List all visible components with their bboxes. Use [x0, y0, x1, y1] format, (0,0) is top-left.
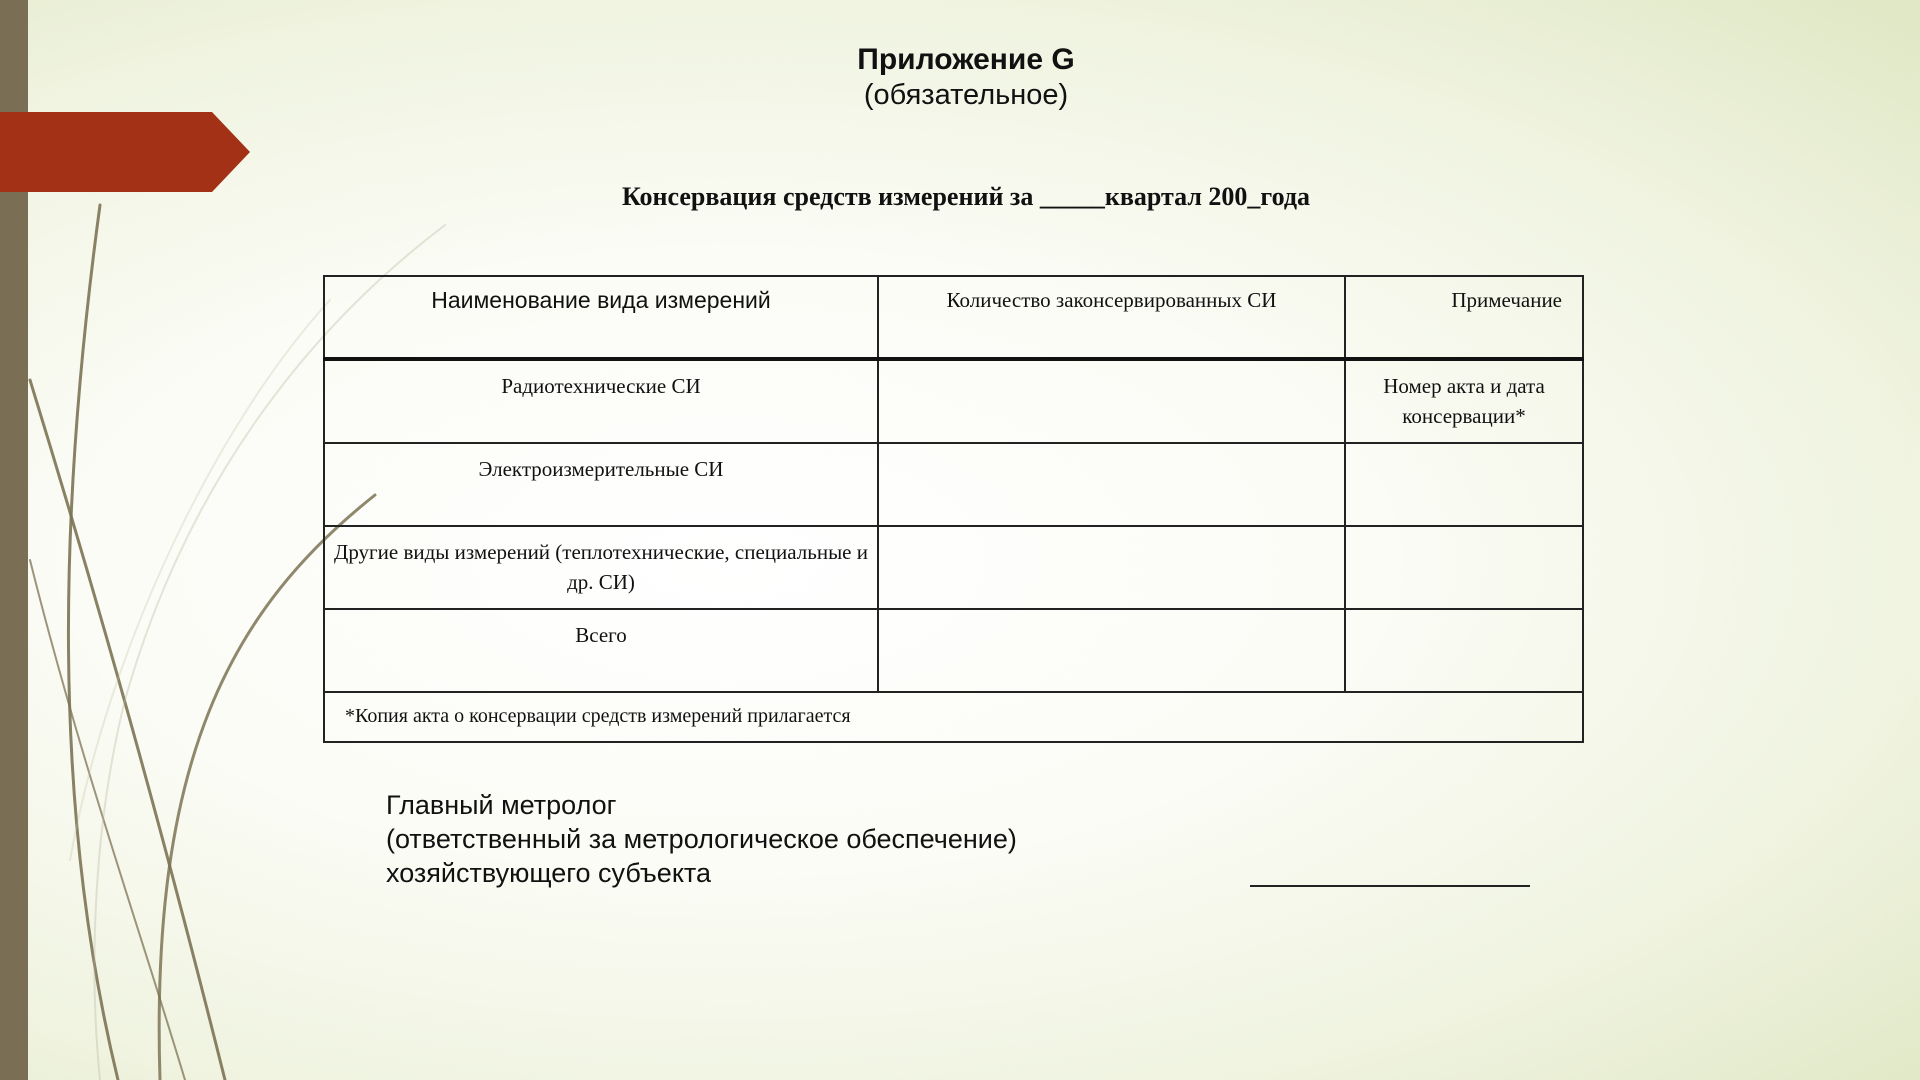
table-row-total: [324, 609, 1583, 692]
row-count-cell: [878, 359, 1345, 443]
row-measurement-type: Радиотехнические СИ: [324, 359, 878, 443]
signature-line-3: хозяйствующего субъекта: [386, 858, 712, 888]
signature-blank-line: [1250, 885, 1530, 887]
row-measurement-type: Всего: [324, 609, 878, 692]
row-note-cell: [1345, 609, 1583, 692]
arrow-banner: [0, 112, 252, 192]
conservation-table: [323, 275, 1584, 743]
appendix-heading: [0, 42, 1920, 112]
row-note-cell: Номер акта и дата консервации*: [1345, 359, 1583, 443]
appendix-title: Приложение G: [857, 43, 1075, 76]
column-header-measurement-type: Наименование вида измерений: [324, 276, 878, 359]
table-header-row: [324, 276, 1583, 359]
table-row: [324, 443, 1583, 526]
row-measurement-type: Электроизмерительные СИ: [324, 443, 878, 526]
signature-line-2: (ответственный за метрологическое обеспечение): [386, 824, 1017, 854]
column-header-count: Количество законсервированных СИ: [878, 276, 1345, 359]
table-row: [324, 359, 1583, 443]
appendix-subtitle: (обязательное): [863, 79, 1069, 111]
column-header-note: Примечание: [1345, 276, 1583, 359]
table-row: [324, 526, 1583, 609]
row-note-cell: [1345, 526, 1583, 609]
row-count-cell: [878, 443, 1345, 526]
row-measurement-type: Другие виды измерений (теплотехнические, специальные и др. СИ): [324, 526, 878, 609]
table-footnote: *Копия акта о консервации средств измерений прилагается: [324, 692, 1583, 742]
row-note-cell: [1345, 443, 1583, 526]
table-footnote-row: [324, 692, 1583, 742]
row-count-cell: [878, 609, 1345, 692]
signature-line-1: Главный метролог: [386, 790, 617, 820]
signature-block: [386, 788, 1017, 890]
row-count-cell: [878, 526, 1345, 609]
form-title: Консервация средств измерений за _____квартал 200_года: [622, 182, 1310, 211]
